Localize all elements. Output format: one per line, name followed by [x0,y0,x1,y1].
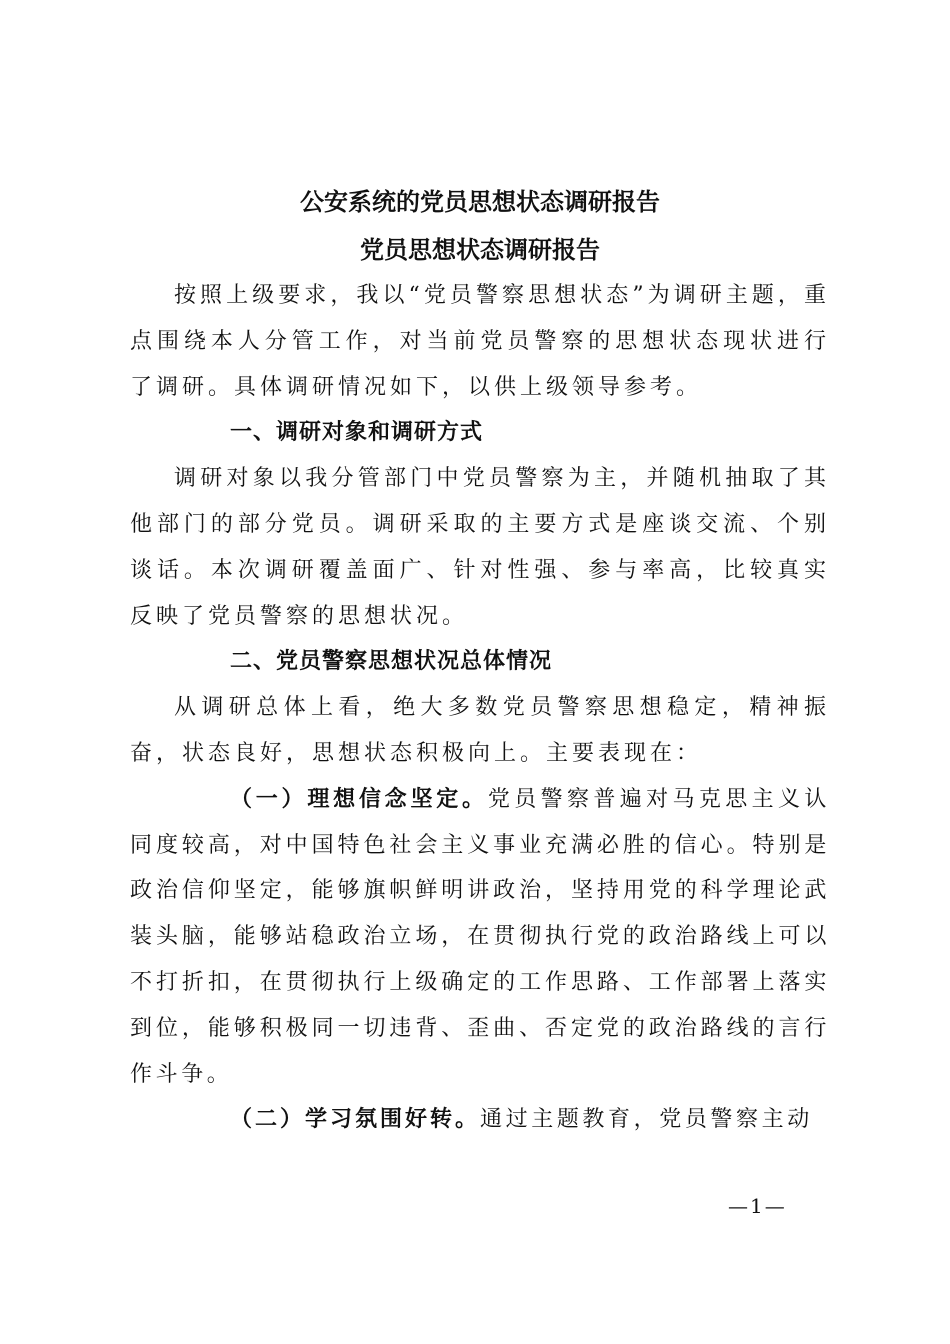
intro-paragraph: 按照上级要求，我以“党员警察思想状态”为调研主题，重点围绕本人分管工作，对当前党员警察的思想状态现状进行了调研。具体调研情况如下，以供上级领导参考。 [130,283,830,400]
item-2-paragraph [130,1097,830,1143]
item-1-text: 党员警察普遍对马克思主义认同度较高，对中国特色社会主义事业充满必胜的信心。特别是政治信仰坚定，能够旗帜鲜明讲政治，坚持用党的科学理论武装头脑，能够站稳政治立场，在贯彻执行党的政治路线上可以不打折扣，在贯彻执行上级确定的工作思路、工作部署上落实到位，能够积极同一切违背、歪曲、否定党的政治路线的言行作斗争。 [130,786,830,1087]
item-2-lead: （二）学习氛围好转。 [230,1106,481,1133]
document-title: 公安系统的党员思想状态调研报告 [300,187,660,216]
section-2-paragraph: 从调研总体上看，绝大多数党员警察思想稳定，精神振奋，状态良好，思想状态积极向上。主要表现在： [130,695,830,766]
section-heading-1: 一、调研对象和调研方式 [230,419,484,446]
item-2-text: 通过主题教育，党员警察主动 [480,1107,813,1133]
section-heading-2: 二、党员警察思想状况总体情况 [230,648,553,675]
item-1-paragraph [130,777,830,1098]
document-body [130,273,830,1143]
item-1-lead: （一）理想信念坚定。 [230,785,488,812]
page-number: —1— [728,1194,787,1218]
document-subtitle: 党员思想状态调研报告 [360,235,600,264]
title-block [130,178,830,274]
section-1-paragraph: 调研对象以我分管部门中党员警察为主，并随机抽取了其他部门的部分党员。调研采取的主要方式是座谈交流、个别谈话。本次调研覆盖面广、针对性强、参与率高，比较真实反映了党员警察的思想状况。 [130,466,830,629]
